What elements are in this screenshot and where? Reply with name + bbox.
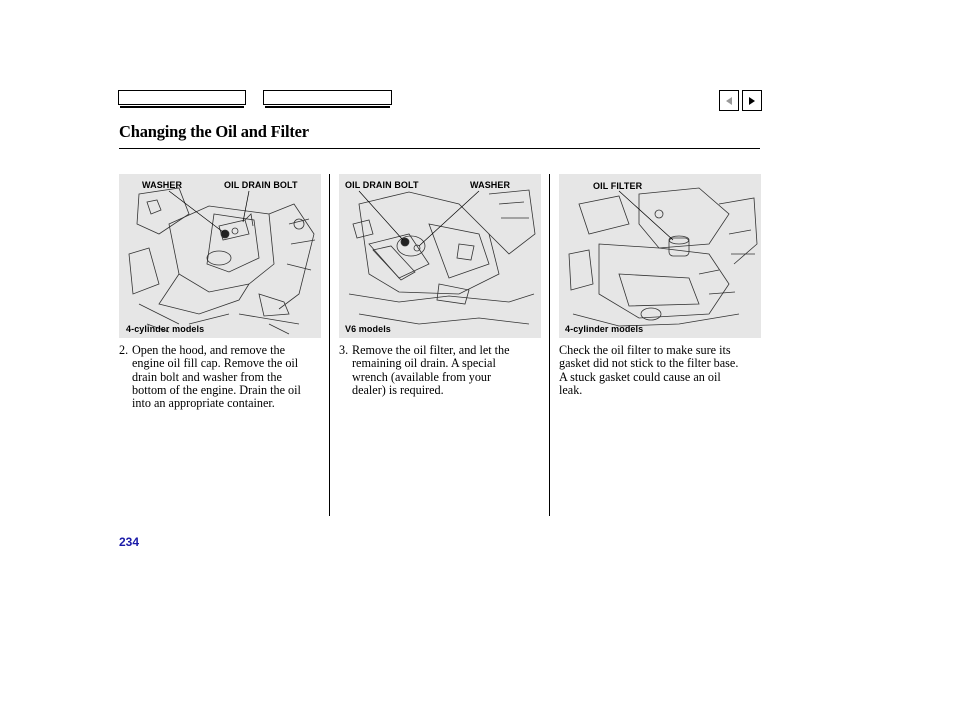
prev-page-button[interactable] xyxy=(719,90,739,111)
figure-label: WASHER xyxy=(470,180,511,190)
step-line: engine oil fill cap. Remove the oil xyxy=(132,356,299,371)
header-tab-1[interactable] xyxy=(118,90,246,105)
figure-caption: 4-cylinder models xyxy=(565,324,644,334)
step-line: Remove the oil filter, and let the xyxy=(352,343,510,357)
figure-label: WASHER xyxy=(142,180,183,190)
step-number: 3. xyxy=(339,343,349,357)
column-divider-2 xyxy=(549,174,550,516)
title-divider xyxy=(119,148,760,149)
step-text xyxy=(132,344,301,410)
note-line: gasket did not stick to the filter base. xyxy=(559,356,739,371)
figure-label: OIL DRAIN BOLT xyxy=(345,180,419,190)
figure-label: OIL FILTER xyxy=(593,181,643,191)
step-number: 2. xyxy=(119,343,129,357)
figure-caption: V6 models xyxy=(345,324,391,334)
step-text xyxy=(352,344,510,397)
next-page-button[interactable] xyxy=(742,90,762,111)
step-line: drain bolt and washer from the xyxy=(132,369,282,384)
step-line: Open the hood, and remove the xyxy=(132,343,285,357)
step-line: bottom of the engine. Drain the oil xyxy=(132,382,301,397)
step-line: wrench (available from your xyxy=(352,369,492,384)
left-triangle-icon xyxy=(724,96,734,106)
filter-check-note xyxy=(559,344,769,397)
step-line: into an appropriate container. xyxy=(132,396,275,411)
column-divider-1 xyxy=(329,174,330,516)
step-line: remaining oil drain. A special xyxy=(352,356,496,371)
engine-drain-bolt-illustration xyxy=(119,174,321,338)
note-line: A stuck gasket could cause an oil xyxy=(559,369,721,384)
figure-caption: 4-cylinder models xyxy=(126,324,205,334)
page-title: Changing the Oil and Filter xyxy=(119,122,309,141)
right-triangle-icon xyxy=(747,96,757,106)
oil-filter-illustration xyxy=(559,174,761,338)
note-line: Check the oil filter to make sure its xyxy=(559,343,731,357)
header-tab-2[interactable] xyxy=(263,90,392,105)
figure-label: OIL DRAIN BOLT xyxy=(224,180,298,190)
figure-4cyl-oil-filter xyxy=(559,174,761,338)
engine-drain-bolt-illustration xyxy=(339,174,541,338)
note-line: leak. xyxy=(559,382,583,397)
step-line: dealer) is required. xyxy=(352,382,444,397)
page-number: 234 xyxy=(119,535,140,549)
figure-4cyl-drain-bolt xyxy=(119,174,321,338)
figure-v6-drain-bolt xyxy=(339,174,541,338)
